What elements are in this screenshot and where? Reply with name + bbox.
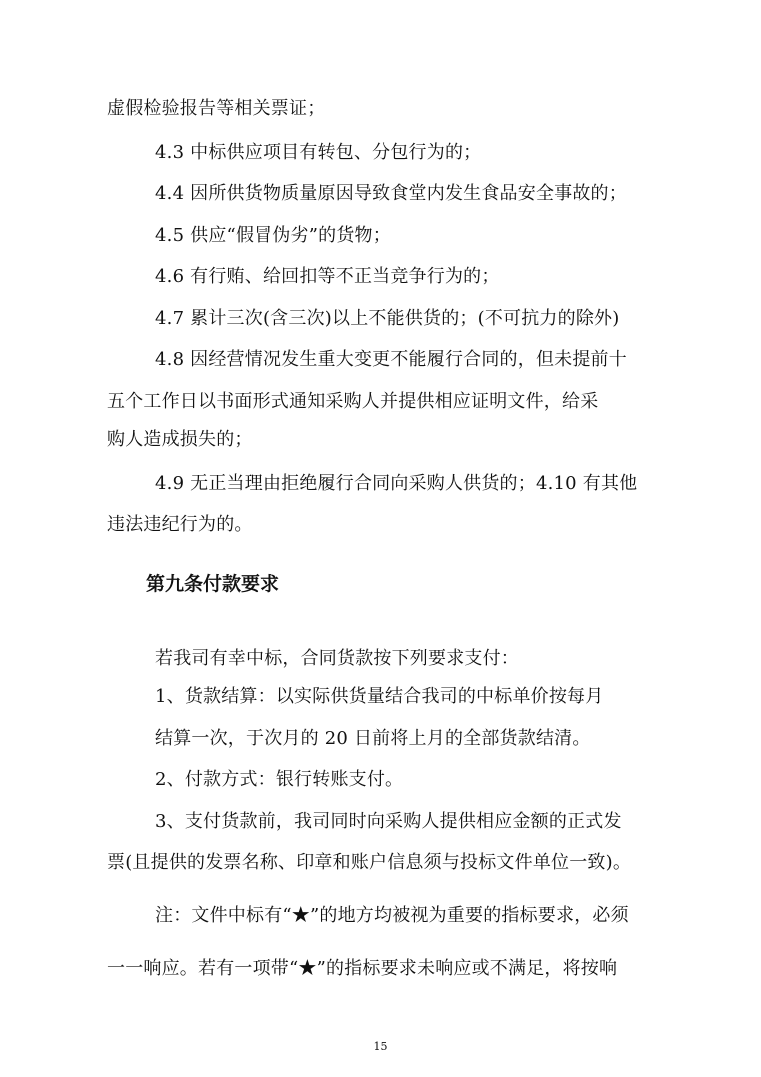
- paragraph-line: 结算一次，于次月的 20 日前将上月的全部货款结清。: [155, 728, 591, 749]
- section-heading: 第九条付款要求: [146, 573, 280, 595]
- paragraph-line: 4.9 无正当理由拒绝履行合同向采购人供货的；4.10 有其他: [155, 473, 638, 494]
- paragraph-line: 1、货款结算：以实际供货量结合我司的中标单价按每月: [155, 686, 604, 707]
- paragraph-line: 一一响应。若有一项带“★”的指标要求未响应或不满足，将按响: [107, 958, 618, 979]
- paragraph-line: 若我司有幸中标，合同货款按下列要求支付：: [155, 648, 519, 669]
- paragraph-line: 4.4 因所供货物质量原因导致食堂内发生食品安全事故的；: [155, 183, 627, 204]
- paragraph-line: 3、支付货款前，我司同时向采购人提供相应金额的正式发: [155, 811, 622, 832]
- paragraph-line: 违法违纪行为的。: [107, 514, 253, 535]
- paragraph-line: 4.6 有行贿、给回扣等不正当竞争行为的；: [155, 266, 500, 287]
- paragraph-line: 2、付款方式：银行转账支付。: [155, 769, 404, 790]
- paragraph-line: 4.7 累计三次(含三次)以上不能供货的；(不可抗力的除外): [155, 308, 620, 329]
- paragraph-line: 4.8 因经营情况发生重大变更不能履行合同的，但未提前十: [155, 349, 627, 370]
- page-number: 15: [373, 1040, 388, 1053]
- paragraph-line: 票(且提供的发票名称、印章和账户信息须与投标文件单位一致)。: [107, 852, 632, 873]
- paragraph-line: 五个工作日以书面形式通知采购人并提供相应证明文件，给采: [107, 391, 599, 412]
- paragraph-line: 注：文件中标有“★”的地方均被视为重要的指标要求，必须: [155, 905, 629, 926]
- paragraph-line: 购人造成损失的；: [107, 429, 253, 450]
- paragraph-line: 虚假检验报告等相关票证；: [107, 98, 326, 119]
- paragraph-line: 4.3 中标供应项目有转包、分包行为的；: [155, 142, 482, 163]
- paragraph-line: 4.5 供应“假冒伪劣”的货物；: [155, 225, 391, 246]
